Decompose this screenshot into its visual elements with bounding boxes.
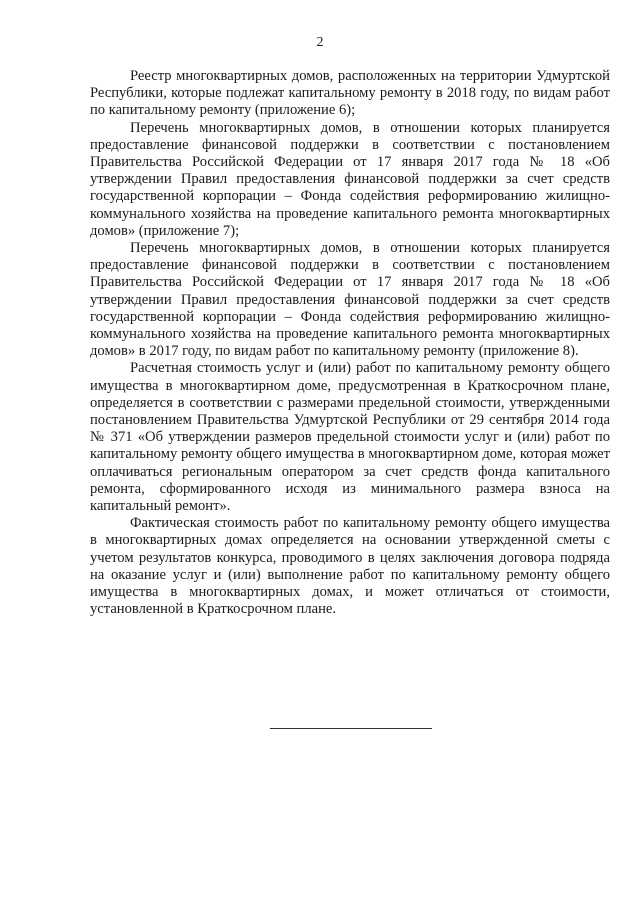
document-body [90, 68, 610, 619]
paragraph-list-financial-support-capital-repair: Перечень многоквартирных домов, в отношении которых планируется предоставление финансовой поддержки в соответствии с постановлением Правительства Российской Федерации от 17 января 2017 года № 18 «Об утверждении Правил предоставления финансовой поддержки за счет средств государственной корпорации – Фонда содействия реформированию жилищно-коммунального хозяйства на проведение капитального ремонта многоквартирных домов» (приложение 7); [90, 119, 610, 239]
paragraph-registry: Реестр многоквартирных домов, расположенных на территории Удмуртской Республики, которые подлежат капитальному ремонту в 2018 году, по видам работ по капитальному ремонту (приложение 6); [90, 68, 610, 119]
page-number: 2 [316, 35, 324, 50]
paragraph-estimated-cost: Расчетная стоимость услуг и (или) работ по капитальному ремонту общего имущества в многоквартирном доме, предусмотренная в Краткосрочном плане, определяется в соответствии с размерами предельной стоимости, утвержденными постановлением Правительства Удмуртской Республики от 29 сентября 2014 года № 371 «Об утверждении размеров предельной стоимости услуг и (или) работ по капитальному ремонту общего имущества в многоквартирном доме, которая может оплачиваться региональным оператором за счет средств фонда капитального ремонта, сформированного исходя из минимального размера взноса на капитальный ремонт». [90, 360, 610, 515]
paragraph-list-financial-support-2017: Перечень многоквартирных домов, в отношении которых планируется предоставление финансовой поддержки в соответствии с постановлением Правительства Российской Федерации от 17 января 2017 года № 18 «Об утверждении Правил предоставления финансовой поддержки за счет средств государственной корпорации – Фонда содействия реформированию жилищно-коммунального хозяйства на проведение капитального ремонта многоквартирных домов» в 2017 году, по видам работ по капитальному ремонту (приложение 8). [90, 240, 610, 360]
end-of-document-rule [270, 728, 432, 729]
paragraph-actual-cost: Фактическая стоимость работ по капитальному ремонту общего имущества в многоквартирных домах определяется на основании утвержденной сметы с учетом результатов конкурса, проводимого в целях заключения договора подряда на оказание услуг и (или) выполнение работ по капитальному ремонту общего имущества в многоквартирных домах, и может отличаться от стоимости, установленной в Краткосрочном плане. [90, 515, 610, 618]
